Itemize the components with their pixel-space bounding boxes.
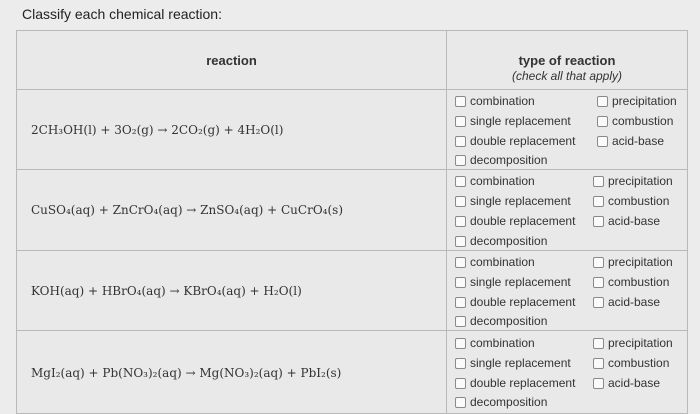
- reaction-equation: CuSO₄(aq) + ZnCrO₄(aq) → ZnSO₄(aq) + CuCrO₄(s): [17, 170, 447, 250]
- option-label: single replacement: [470, 114, 571, 128]
- reaction-equation: 2CH₃OH(l) + 3O₂(g) → 2CO₂(g) + 4H₂O(l): [17, 90, 447, 169]
- checkbox-combination[interactable]: [455, 334, 535, 352]
- option-label: decomposition: [470, 234, 548, 248]
- checkbox-box[interactable]: [455, 236, 466, 247]
- checkbox-box[interactable]: [593, 257, 604, 268]
- checkbox-box[interactable]: [593, 196, 604, 207]
- checkbox-acid-base[interactable]: [593, 212, 660, 230]
- checkbox-box[interactable]: [455, 338, 466, 349]
- type-options: [447, 251, 687, 330]
- checkbox-box[interactable]: [455, 216, 466, 227]
- option-label: acid-base: [612, 134, 665, 148]
- option-label: combustion: [608, 275, 670, 289]
- option-label: combination: [470, 94, 535, 108]
- checkbox-box[interactable]: [593, 277, 604, 288]
- option-label: precipitation: [608, 336, 673, 350]
- checkbox-box[interactable]: [597, 96, 608, 107]
- option-label: combustion: [608, 194, 670, 208]
- checkbox-box[interactable]: [455, 277, 466, 288]
- type-options: [447, 170, 687, 250]
- type-column-note: (check all that apply): [511, 69, 623, 83]
- checkbox-combustion[interactable]: [593, 273, 669, 291]
- checkbox-box[interactable]: [593, 358, 604, 369]
- reaction-equation: KOH(aq) + HBrO₄(aq) → KBrO₄(aq) + H₂O(l): [17, 251, 447, 330]
- checkbox-double-replacement[interactable]: [455, 374, 575, 392]
- checkbox-single-replacement[interactable]: [455, 112, 571, 130]
- checkbox-combination[interactable]: [455, 172, 535, 190]
- checkbox-precipitation[interactable]: [597, 92, 677, 110]
- checkbox-box[interactable]: [455, 96, 466, 107]
- table-row: [17, 331, 687, 414]
- option-label: decomposition: [470, 314, 548, 328]
- option-label: precipitation: [612, 94, 677, 108]
- checkbox-acid-base[interactable]: [597, 132, 664, 150]
- option-label: single replacement: [470, 275, 571, 289]
- reaction-equation: MgI₂(aq) + Pb(NO₃)₂(aq) → Mg(NO₃)₂(aq) + PbI₂(s): [17, 331, 447, 414]
- table-row: [17, 251, 687, 331]
- table-header: [17, 31, 687, 90]
- checkbox-box[interactable]: [593, 176, 604, 187]
- type-options: [447, 90, 687, 169]
- checkbox-double-replacement[interactable]: [455, 293, 575, 311]
- option-label: acid-base: [608, 214, 661, 228]
- option-label: combination: [470, 336, 535, 350]
- checkbox-double-replacement[interactable]: [455, 212, 575, 230]
- option-label: acid-base: [608, 376, 661, 390]
- type-column-header: [447, 31, 687, 89]
- option-label: double replacement: [470, 134, 576, 148]
- option-label: combustion: [608, 356, 670, 370]
- checkbox-decomposition[interactable]: [455, 232, 547, 250]
- checkbox-box[interactable]: [593, 338, 604, 349]
- checkbox-decomposition[interactable]: [455, 393, 547, 411]
- option-label: precipitation: [608, 255, 673, 269]
- option-label: acid-base: [608, 295, 661, 309]
- option-label: double replacement: [470, 214, 576, 228]
- checkbox-box[interactable]: [455, 257, 466, 268]
- option-label: combustion: [612, 114, 674, 128]
- option-label: single replacement: [470, 356, 571, 370]
- checkbox-box[interactable]: [593, 378, 604, 389]
- option-label: combination: [470, 174, 535, 188]
- table-row: [17, 90, 687, 170]
- checkbox-box[interactable]: [593, 297, 604, 308]
- checkbox-box[interactable]: [455, 358, 466, 369]
- checkbox-box[interactable]: [455, 397, 466, 408]
- checkbox-decomposition[interactable]: [455, 312, 547, 330]
- option-label: single replacement: [470, 194, 571, 208]
- checkbox-box[interactable]: [455, 316, 466, 327]
- type-column-title: type of reaction: [518, 53, 616, 68]
- option-label: decomposition: [470, 395, 548, 409]
- checkbox-single-replacement[interactable]: [455, 273, 571, 291]
- checkbox-combustion[interactable]: [593, 192, 669, 210]
- checkbox-single-replacement[interactable]: [455, 354, 571, 372]
- page-heading: Classify each chemical reaction:: [22, 6, 222, 22]
- checkbox-box[interactable]: [597, 136, 608, 147]
- option-label: double replacement: [470, 295, 576, 309]
- reaction-column-header: reaction: [17, 31, 447, 89]
- checkbox-box[interactable]: [597, 116, 608, 127]
- checkbox-precipitation[interactable]: [593, 253, 673, 271]
- checkbox-box[interactable]: [455, 116, 466, 127]
- option-label: decomposition: [470, 153, 548, 167]
- checkbox-combustion[interactable]: [597, 112, 673, 130]
- reaction-table: [16, 30, 688, 414]
- type-options: [447, 331, 687, 414]
- checkbox-box[interactable]: [455, 297, 466, 308]
- option-label: combination: [470, 255, 535, 269]
- checkbox-double-replacement[interactable]: [455, 132, 575, 150]
- checkbox-box[interactable]: [455, 378, 466, 389]
- option-label: precipitation: [608, 174, 673, 188]
- checkbox-precipitation[interactable]: [593, 172, 673, 190]
- checkbox-combination[interactable]: [455, 92, 535, 110]
- checkbox-box[interactable]: [593, 216, 604, 227]
- checkbox-box[interactable]: [455, 155, 466, 166]
- checkbox-box[interactable]: [455, 176, 466, 187]
- checkbox-box[interactable]: [455, 136, 466, 147]
- checkbox-acid-base[interactable]: [593, 293, 660, 311]
- checkbox-precipitation[interactable]: [593, 334, 673, 352]
- option-label: double replacement: [470, 376, 576, 390]
- checkbox-combustion[interactable]: [593, 354, 669, 372]
- checkbox-acid-base[interactable]: [593, 374, 660, 392]
- checkbox-single-replacement[interactable]: [455, 192, 571, 210]
- checkbox-decomposition[interactable]: [455, 151, 547, 169]
- table-row: [17, 170, 687, 251]
- checkbox-combination[interactable]: [455, 253, 535, 271]
- checkbox-box[interactable]: [455, 196, 466, 207]
